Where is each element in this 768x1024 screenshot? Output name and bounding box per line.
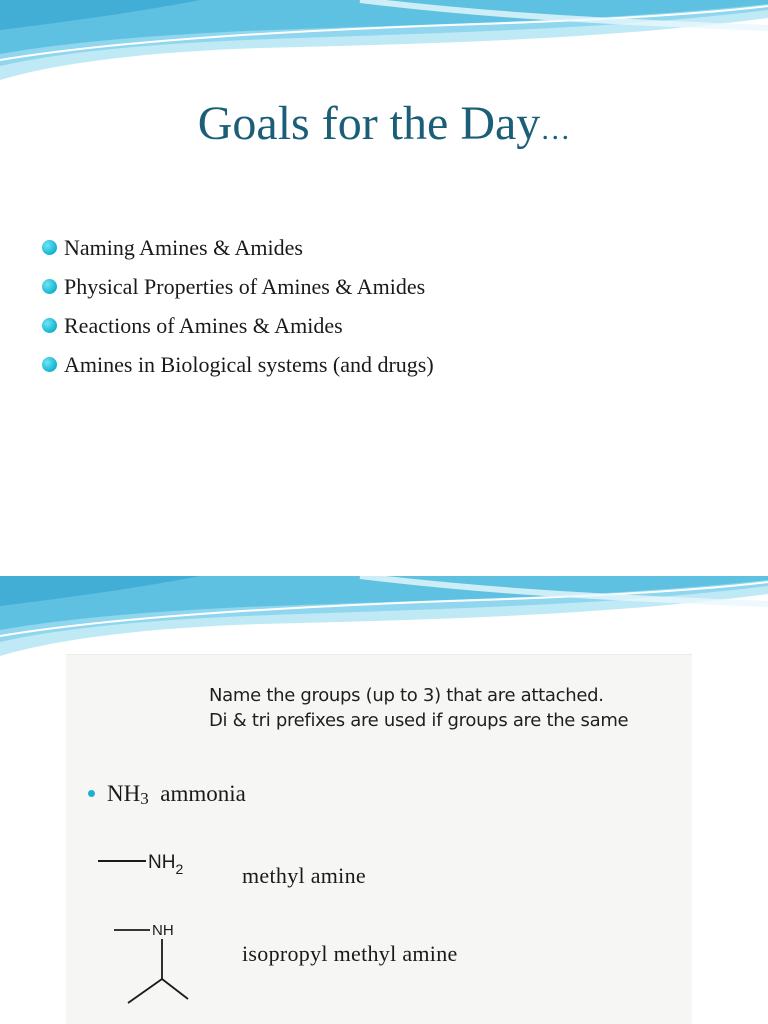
title-ellipsis: …: [540, 113, 571, 146]
list-item: [40, 228, 434, 267]
ammonia-name: ammonia: [160, 781, 246, 806]
list-item: [40, 345, 434, 384]
slide-naming-amines: [0, 576, 768, 1024]
list-item-text: Reactions of Amines & Amides: [64, 313, 343, 338]
bullet-dot-icon: [42, 357, 57, 372]
header-wave-decoration: [0, 576, 768, 666]
nh2-group-text: $NH_2$: [148, 852, 184, 877]
nh3-subscript: 3: [140, 789, 149, 808]
nh-group-text: NH: [152, 922, 174, 939]
instruction-line-2: Di & tri prefixes are used if groups are the same: [209, 710, 629, 731]
isopropylmethylamine-name: isopropyl methyl amine: [242, 941, 458, 966]
slide-title: [0, 96, 768, 151]
list-item-text: Physical Properties of Amines & Amides: [64, 274, 426, 299]
header-wave-decoration: [0, 0, 768, 90]
bullet-dot-icon: [42, 279, 57, 294]
methylamine-name: methyl amine: [242, 863, 366, 888]
bullet-dot-icon: [88, 790, 95, 797]
instruction-line-1: Name the groups (up to 3) that are attached.: [209, 685, 604, 706]
ammonia-row: [88, 781, 246, 809]
bullet-dot-icon: [42, 240, 57, 255]
list-item-text: Amines in Biological systems (and drugs): [64, 352, 434, 377]
isopropylmethylamine-structure: [110, 917, 220, 1024]
list-item: [40, 306, 434, 345]
list-item: [40, 267, 434, 306]
nh3-formula: NH: [107, 781, 141, 806]
title-text: Goals for the Day: [197, 97, 541, 150]
methylamine-structure: [94, 845, 204, 885]
goals-list: [40, 228, 434, 384]
naming-content-panel: [66, 654, 692, 1024]
list-item-text: Naming Amines & Amides: [64, 235, 303, 260]
bullet-dot-icon: [42, 318, 57, 333]
